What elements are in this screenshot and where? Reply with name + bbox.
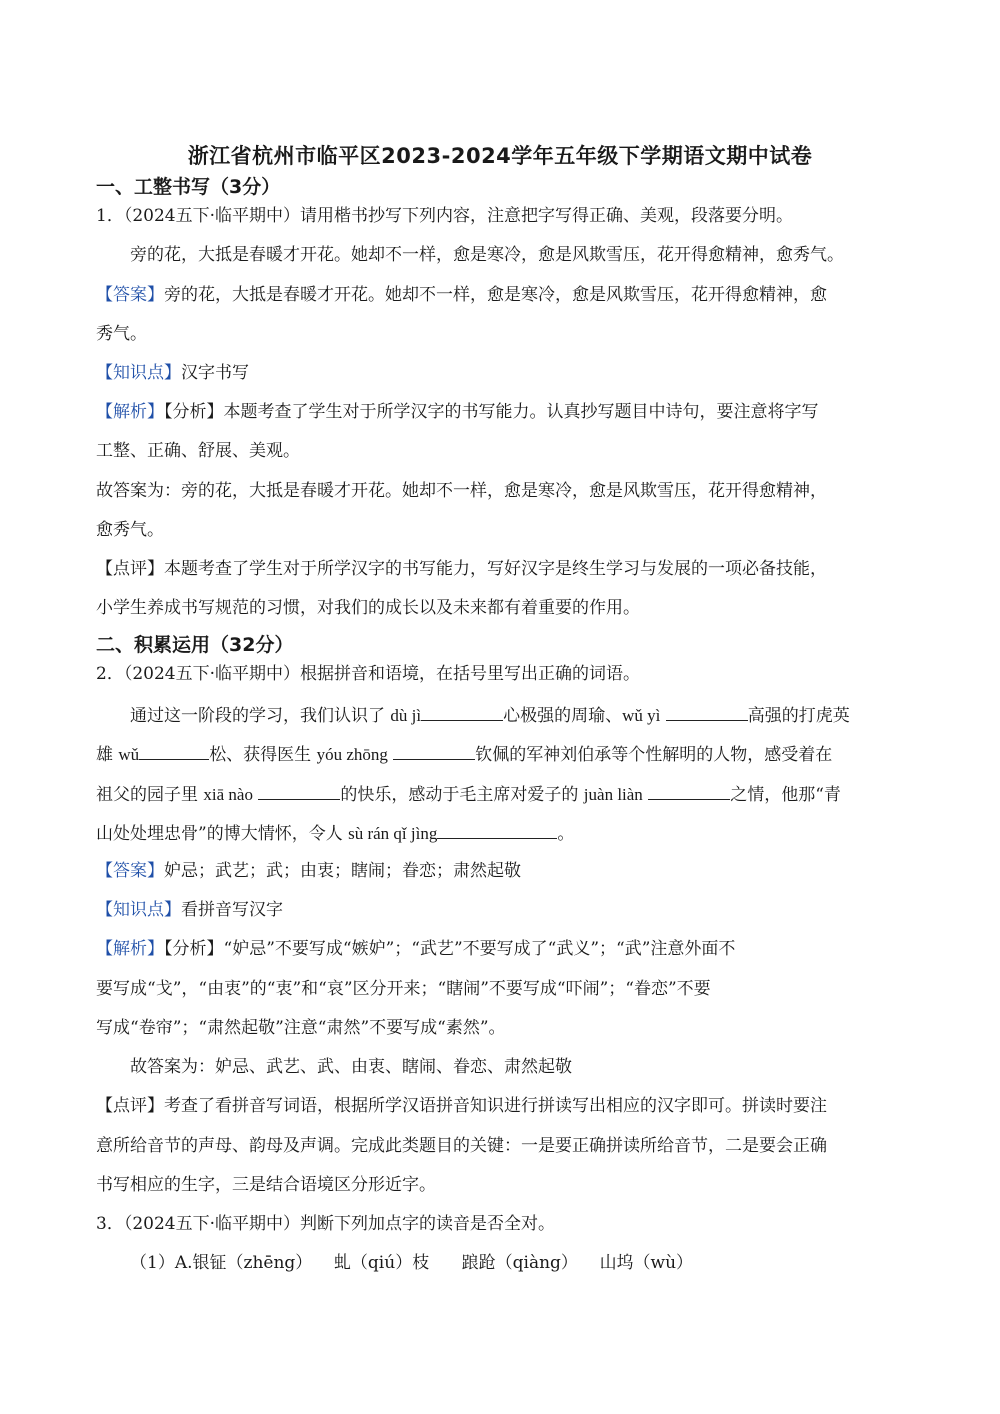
passage-text: 之情，他那“青 [730,785,841,805]
question-3-item-1 [130,1252,693,1274]
passage-text: 的快乐，感动于毛主席对爱子的 [340,785,579,805]
passage-text: 松、获得医生 [209,745,312,765]
final-answer-continued: 愈秀气。 [96,520,164,540]
question-source: （2024五下·临平期中） [123,664,300,684]
section-heading-2: 二、积累运用（32分） [96,634,294,656]
passage-text: 通过这一阶段的学习，我们认识了 [130,706,385,726]
passage-text: 高强的打虎英 [747,706,850,726]
comment-continued: 小学生养成书写规范的习惯，对我们的成长以及未来都有着重要的作用。 [96,598,640,618]
passage-text: 祖父的园子里 [96,785,198,805]
question-prompt: 判断下列加点字的读音是否全对。 [300,1214,555,1234]
answer-continued: 秀气。 [96,324,147,344]
passage-text: 心极强的周瑜、 [503,706,623,726]
question-source: （2024五下·临平期中） [123,206,300,226]
answer-blank[interactable] [258,782,340,800]
analysis-continued: 要写成“戈”，“由衷”的“衷”和“哀”区分开来；“瞎闹”不要写成“吓闹”；“眷恋”不要 [96,979,711,999]
final-answer-line: 故答案为：妒忌、武艺、武、由衷、瞎闹、眷恋、肃然起敬 [130,1057,572,1077]
page-title: 浙江省杭州市临平区2023-2024学年五年级下学期语文期中试卷 [187,144,813,168]
knowledge-point-line [96,899,283,921]
comment-line: 【点评】本题考查了学生对于所学汉字的书写能力，写好汉字是终生学习与发展的一项必备技能， [96,559,827,579]
answer-blank[interactable] [139,742,209,760]
analysis-continued: 工整、正确、舒展、美观。 [96,441,300,461]
pinyin-hint: wǔ yì [622,706,661,725]
question-number: 2． [96,664,124,684]
fill-blank-line-1 [130,703,850,727]
analysis-text: 【分析】“妒忌”不要写成“嫉妒”；“武艺”不要写成了“武义”；“武”注意外面不 [164,939,736,959]
question-3-stem [96,1213,555,1235]
final-answer-line: 故答案为：旁的花，大抵是春暖才开花。她却不一样，愈是寒冷，愈是风欺雪压，花开得愈精神， [96,481,827,501]
pinyin-hint: juàn liàn [583,785,643,804]
question-prompt: 根据拼音和语境，在括号里写出正确的词语。 [300,664,640,684]
question-prompt: 请用楷书抄写下列内容，注意把字写得正确、美观，段落要分明。 [300,206,793,226]
answer-blank[interactable] [393,742,475,760]
answer-tag: 【答案】 [96,285,164,305]
knowledge-point-tag: 【知识点】 [96,363,181,383]
answer-blank[interactable] [437,821,557,839]
question-number: 1． [96,206,124,226]
fill-blank-line-2 [96,742,832,766]
word-option: 银钲（zhēng） [192,1253,313,1273]
passage-text: 钦佩的军神刘伯承等个性解明的人物，感受着在 [475,745,833,765]
analysis-line [96,401,819,423]
question-2-stem [96,663,640,685]
answer-text: 妒忌；武艺；武；由衷；瞎闹；眷恋；肃然起敬 [164,861,521,881]
pinyin-hint: yóu zhōng [316,745,388,764]
pinyin-hint: dù jì [390,706,422,725]
item-label: （1）A. [130,1253,193,1273]
word-option: 踉跄（qiàng） [461,1253,578,1273]
answer-tag: 【答案】 [96,861,164,881]
analysis-continued: 写成“卷帘”；“肃然起敬”注意“肃然”不要写成“素然”。 [96,1018,506,1038]
answer-line [96,284,827,306]
answer-blank[interactable] [666,703,748,721]
question-1-stem [96,205,793,227]
fill-blank-line-3 [96,782,841,806]
comment-continued: 书写相应的生字，三是结合语境区分形近字。 [96,1175,436,1195]
word-option: 山坞（wù） [599,1253,694,1273]
analysis-tag: 【解析】 [96,402,164,422]
knowledge-point-tag: 【知识点】 [96,900,181,920]
analysis-tag: 【解析】 [96,939,164,959]
passage-text: 山处处埋忠骨”的博大情怀，令人 [96,824,343,844]
answer-line [96,860,521,882]
pinyin-hint: sù rán qǐ jìng [348,824,438,843]
knowledge-point-text: 汉字书写 [181,363,249,383]
pinyin-hint: wǔ [118,745,140,764]
knowledge-point-line [96,362,249,384]
section-heading-1: 一、工整书写（3分） [96,176,281,198]
analysis-text: 【分析】本题考查了学生对于所学汉字的书写能力。认真抄写题目中诗句，要注意将字写 [164,402,819,422]
passage-text: 雄 [96,745,113,765]
question-source: （2024五下·临平期中） [123,1214,300,1234]
answer-blank[interactable] [421,703,503,721]
question-1-passage: 旁的花，大抵是春暖才开花。她却不一样，愈是寒冷，愈是风欺雪压，花开得愈精神，愈秀气。 [130,245,844,265]
knowledge-point-text: 看拼音写汉字 [181,900,283,920]
pinyin-hint: xiā nào [203,785,253,804]
analysis-line [96,938,735,960]
word-option: 虬（qiú）枝 [333,1253,430,1273]
fill-blank-line-4 [96,821,574,845]
answer-text: 旁的花，大抵是春暖才开花。她却不一样，愈是寒冷，愈是风欺雪压，花开得愈精神，愈 [164,285,827,305]
comment-line: 【点评】考查了看拼音写词语，根据所学汉语拼音知识进行拼读写出相应的汉字即可。拼读时要注 [96,1096,827,1116]
answer-blank[interactable] [648,782,730,800]
comment-continued: 意所给音节的声母、韵母及声调。完成此类题目的关键：一是要正确拼读所给音节，二是要会正确 [96,1136,827,1156]
passage-text: 。 [557,824,575,844]
question-number: 3． [96,1214,124,1234]
